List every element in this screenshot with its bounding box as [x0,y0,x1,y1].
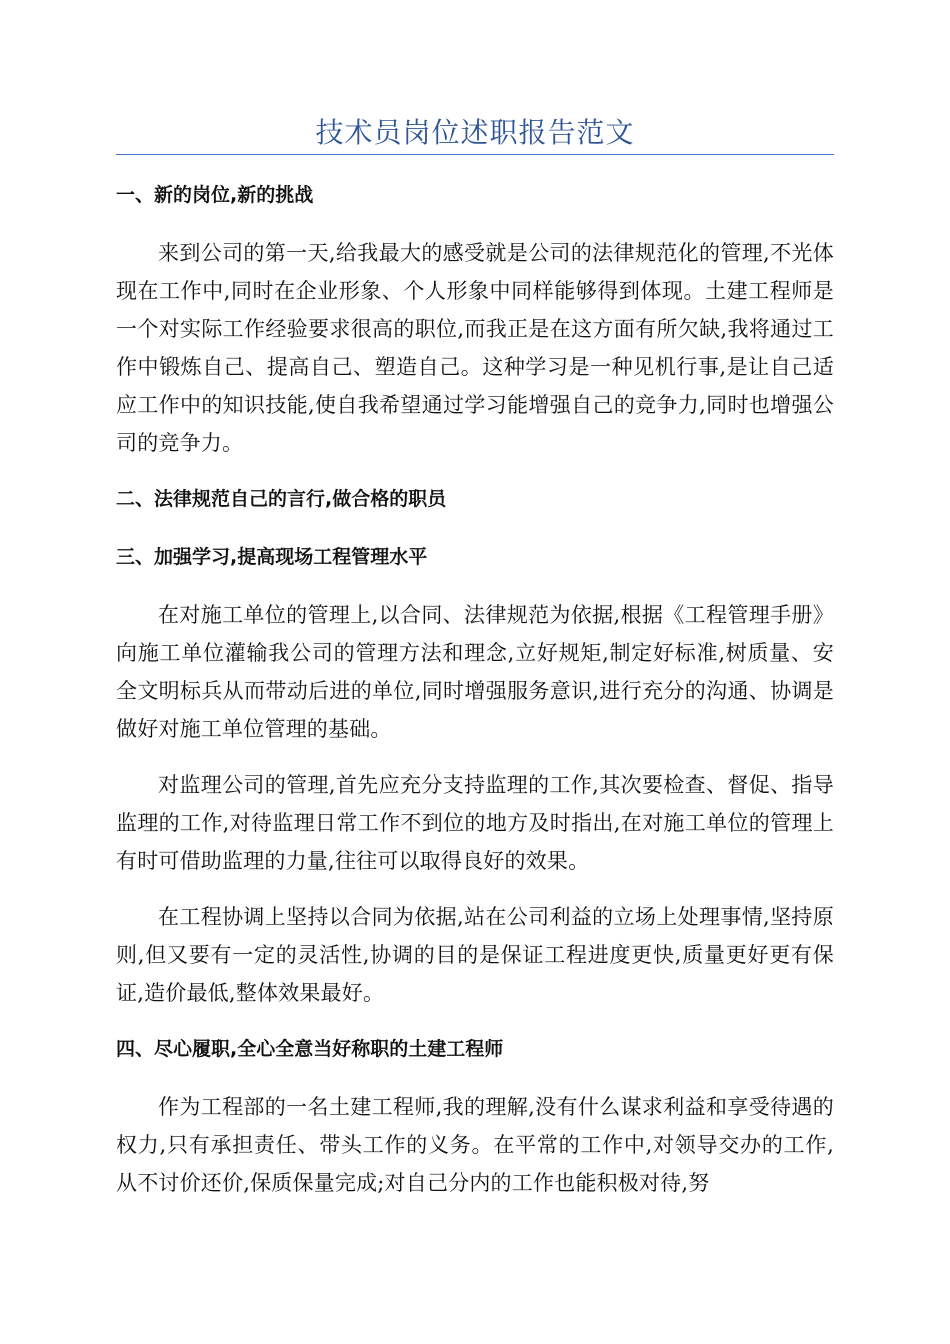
section-1-paragraph-1: 来到公司的第一天,给我最大的感受就是公司的法律规范化的管理,不光体现在工作中,同时在企业形象、个人形象中同样能够得到体现。土建工程师是一个对实际工作经验要求很高的职位,而我正是在这方面有所欠缺,我将通过工作中锻炼自己、提高自己、塑造自己。这种学习是一种见机行事,是让自己适应工作中的知识技能,使自我希望通过学习能增强自己的竞争力,同时也增强公司的竞争力。 [116,241,834,455]
section-3-paragraph-3: 在工程协调上坚持以合同为依据,站在公司利益的立场上处理事情,坚持原则,但又要有一定的灵活性,协调的目的是保证工程进度更快,质量更好更有保证,造价最低,整体效果最好。 [116,905,834,1005]
section-heading-4: 四、尽心履职,全心全意当好称职的土建工程师 [116,1038,504,1060]
section-4-paragraph-1: 作为工程部的一名土建工程师,我的理解,没有什么谋求利益和享受待遇的权力,只有承担责任、带头工作的义务。在平常的工作中,对领导交办的工作,从不讨价还价,保质保量完成;对自己分内的工作也能积极对待,努 [116,1095,834,1195]
section-heading-1: 一、新的岗位,新的挑战 [116,184,314,206]
section-3-paragraph-2: 对监理公司的管理,首先应充分支持监理的工作,其次要检查、督促、指导监理的工作,对待监理日常工作不到位的地方及时指出,在对施工单位的管理上有时可借助监理的力量,往往可以取得良好的效果。 [116,773,834,873]
document-body [116,176,834,1220]
document-title: 技术员岗位述职报告范文 [315,116,635,149]
section-heading-3: 三、加强学习,提高现场工程管理水平 [116,546,428,568]
section-3-paragraph-1: 在对施工单位的管理上,以合同、法律规范为依据,根据《工程管理手册》向施工单位灌输我公司的管理方法和理念,立好规矩,制定好标准,树质量、安全文明标兵从而带动后进的单位,同时增强服务意识,进行充分的沟通、协调是做好对施工单位管理的基础。 [116,603,834,741]
title-underline [116,154,834,155]
section-heading-2: 二、法律规范自己的言行,做合格的职员 [116,488,447,510]
